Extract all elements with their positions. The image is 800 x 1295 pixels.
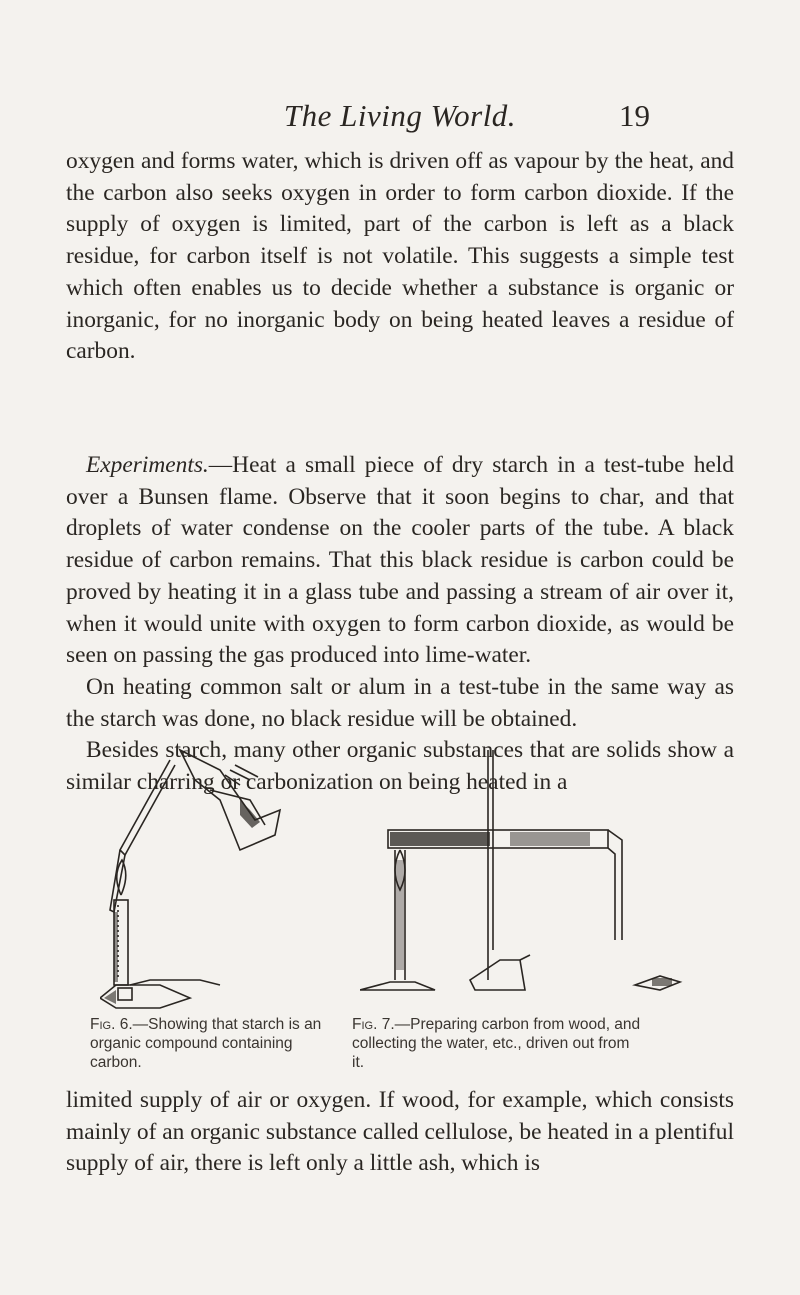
experiments-heading: Experiments. <box>86 452 209 478</box>
figures-row <box>60 735 740 1075</box>
fig6-illustration <box>100 740 300 1010</box>
fig6-label: Fig. 6. <box>90 1016 133 1033</box>
running-title: The Living World. <box>283 98 517 133</box>
paragraph-1 <box>66 146 734 368</box>
paragraph-5 <box>66 1085 734 1180</box>
paragraph-3: On heating common salt or alum in a test-tube in the same way as the starch was done, no black residue will be obtained. <box>66 673 734 732</box>
paragraph-2-text: —Heat a small piece of dry starch in a test-tube held over a Bunsen flame. Observe that it soon begins to char, and that droplets of water condense on the cooler parts of the tube. A black residue of carbon remains. That this black residue is carbon could be proved by heating it in a glass tube and passing a stream of air over it, when it would unite with oxygen to form carbon dioxide, as would be seen on passing the gas produced into lime-water. <box>66 452 734 669</box>
fig7-caption-text: —Preparing carbon from wood, and collecting the water, etc., driven out from it. <box>352 1016 641 1071</box>
page-number: 19 <box>619 98 650 133</box>
fig7-illustration <box>360 750 690 1010</box>
paragraph-1-text: oxygen and forms water, which is driven off as vapour by the heat, and the carbon also seeks oxygen in order to form carbon dioxide. If the supply of oxygen is limited, part of the carbon is left as a black residue, for carbon itself is not volatile. This suggests a simple test which often enables us to decide whether a substance is organic or inorganic, for no inorganic body on being heated leaves a residue of carbon. <box>66 148 734 365</box>
fig6-caption-text: —Showing that starch is an organic compound containing carbon. <box>90 1016 322 1071</box>
fig7-caption <box>352 1015 642 1072</box>
paragraph-2 <box>66 450 734 672</box>
page-header <box>0 98 800 138</box>
fig7-label: Fig. 7. <box>352 1016 395 1033</box>
paragraph-4: Besides starch, many other organic substances that are solids show a similar charring or carbonization on being heated in a <box>66 737 734 796</box>
fig6-caption <box>90 1015 330 1072</box>
paragraph-5-text: limited supply of air or oxygen. If wood, for example, which consists mainly of an organic substance called cellulose, be heated in a plentiful supply of air, there is left only a little ash, which is <box>66 1087 734 1177</box>
